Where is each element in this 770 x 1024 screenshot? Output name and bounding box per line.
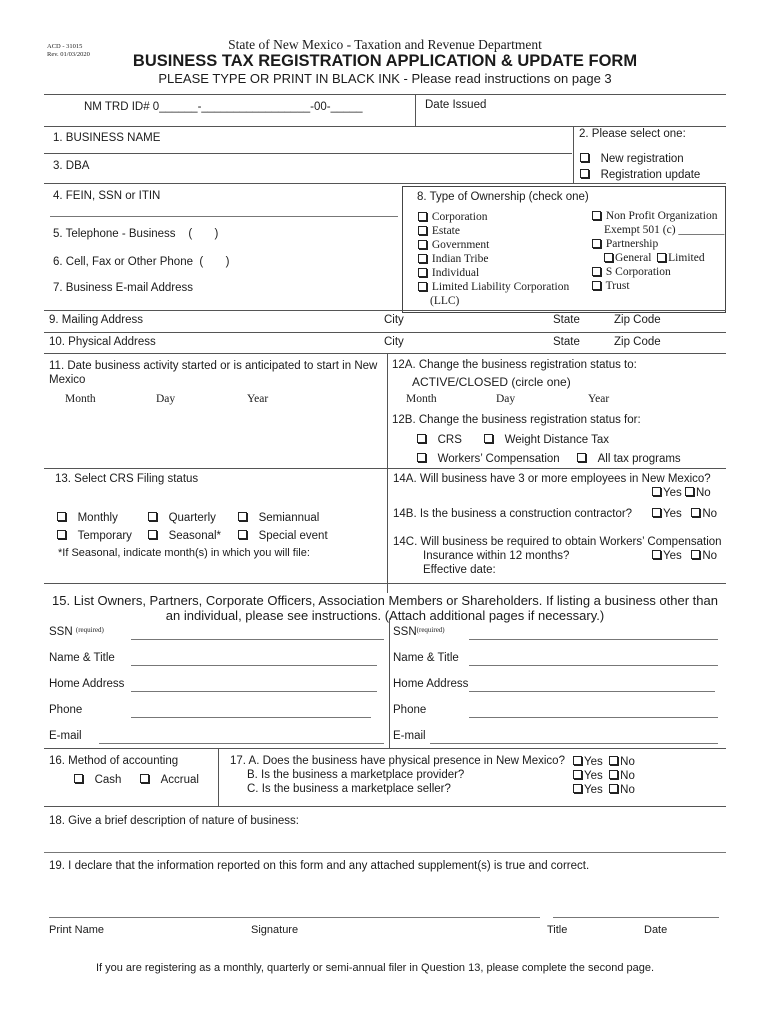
q14b-answers <box>652 508 717 520</box>
q18-label: 18. Give a brief description of nature of business: <box>49 815 299 827</box>
physical-address-field[interactable]: 10. Physical Address <box>49 336 156 348</box>
q16-label: 16. Method of accounting <box>49 755 179 767</box>
filing-seasonal[interactable] <box>148 530 221 542</box>
q17a-yes-label: Yes <box>584 756 603 768</box>
q12a-month[interactable]: Month <box>406 393 437 405</box>
ownership-s-corp[interactable] <box>592 265 724 279</box>
owner1-phone-line[interactable] <box>131 717 371 718</box>
owner2-email-line[interactable] <box>430 743 718 744</box>
q17c-label: C. Is the business a marketplace seller? <box>247 783 451 795</box>
q17c-yes-label: Yes <box>584 784 603 796</box>
owner1-ssn-required: (required) <box>75 626 104 634</box>
telephone-field[interactable]: 5. Telephone - Business ( ) <box>53 228 219 240</box>
mailing-address-field[interactable]: 9. Mailing Address <box>49 314 143 326</box>
mailing-zip-field[interactable]: Zip Code <box>614 314 661 326</box>
new-registration-label: New registration <box>600 153 684 165</box>
q14a-label: 14A. Will business have 3 or more employees in New Mexico? <box>393 473 711 485</box>
special-event-label: Special event <box>258 530 328 542</box>
government-checkbox[interactable] <box>418 240 427 249</box>
owner1-name-label: Name & Title <box>49 652 115 664</box>
q12b-crs-label: CRS <box>437 434 462 446</box>
q12b-workers-checkbox[interactable] <box>417 453 426 462</box>
registration-update-option[interactable] <box>580 169 700 181</box>
q17a-yes[interactable] <box>573 756 603 768</box>
ownership-trust[interactable] <box>592 279 724 293</box>
trust-checkbox[interactable] <box>592 281 601 290</box>
owner2-phone-line[interactable] <box>469 717 718 718</box>
business-name-field[interactable]: 1. BUSINESS NAME <box>53 132 161 144</box>
corporation-label: Corporation <box>431 211 488 223</box>
ownership-corporation[interactable] <box>418 210 569 224</box>
q14a-no-label: No <box>695 487 711 499</box>
q14c-yes-label: Yes <box>663 550 682 562</box>
q17a-no[interactable] <box>609 756 635 768</box>
date-label: Date <box>644 924 668 936</box>
q12b-weight-checkbox[interactable] <box>484 434 493 443</box>
monthly-label: Monthly <box>77 512 118 524</box>
business-email-field[interactable]: 7. Business E-mail Address <box>53 282 193 294</box>
seasonal-note: *If Seasonal, indicate month(s) in which you will file: <box>58 547 310 559</box>
q12b-crs-checkbox[interactable] <box>417 434 426 443</box>
temporary-label: Temporary <box>77 530 132 542</box>
q14b-yes-label: Yes <box>663 508 682 520</box>
ownership-llc[interactable] <box>418 280 569 294</box>
q14b-yes-checkbox[interactable] <box>652 508 661 517</box>
signature-label: Signature <box>251 924 299 936</box>
estate-label: Estate <box>431 225 460 237</box>
owner2-ssn-line[interactable] <box>469 639 718 640</box>
accounting-accrual[interactable] <box>140 774 199 786</box>
mailing-city-field[interactable]: City <box>384 314 404 326</box>
q14a-no[interactable] <box>685 487 711 499</box>
q14c-no[interactable] <box>691 550 717 562</box>
new-registration-option[interactable] <box>580 153 684 165</box>
q17c-no[interactable] <box>609 784 635 796</box>
page-title: BUSINESS TAX REGISTRATION APPLICATION & UPDATE FORM <box>132 52 638 70</box>
cell-fax-field[interactable]: 6. Cell, Fax or Other Phone ( ) <box>53 256 230 268</box>
owner1-address-line[interactable] <box>131 691 377 692</box>
q17b-yes-checkbox[interactable] <box>573 770 582 779</box>
ownership-government[interactable] <box>418 238 569 252</box>
owner1-email-line[interactable] <box>99 743 384 744</box>
dba-field[interactable]: 3. DBA <box>53 160 90 172</box>
fein-field[interactable]: 4. FEIN, SSN or ITIN <box>53 190 161 202</box>
partnership-limited[interactable] <box>657 252 704 264</box>
limited-checkbox[interactable] <box>657 253 666 262</box>
registration-update-label: Registration update <box>600 169 701 181</box>
indian-tribe-checkbox[interactable] <box>418 254 427 263</box>
owner2-ssn-label <box>393 626 445 638</box>
q14c-answers <box>652 550 717 562</box>
q14c-no-label: No <box>702 550 718 562</box>
owner1-address-label: Home Address <box>49 678 125 690</box>
q12b-weight[interactable] <box>484 434 609 446</box>
q17c-yes-checkbox[interactable] <box>573 784 582 793</box>
trd-id-field[interactable]: NM TRD ID# 0______-_________________-00-_____ <box>84 101 363 113</box>
s-corp-label: S Corporation <box>605 266 671 278</box>
llc-label: Limited Liability Corporation <box>431 281 570 293</box>
limited-label: Limited <box>668 252 705 264</box>
ownership-right-options <box>592 209 724 293</box>
q17a-label: 17. A. Does the business have physical presence in New Mexico? <box>230 755 565 767</box>
ownership-nonprofit[interactable] <box>592 209 724 223</box>
agency-name: State of New Mexico - Taxation and Revenue Department <box>228 37 542 52</box>
semiannual-checkbox[interactable] <box>238 512 247 521</box>
q14b-label: 14B. Is the business a construction contractor? <box>393 508 633 520</box>
q14a-yes[interactable] <box>652 487 682 499</box>
q17a-no-label: No <box>620 756 635 768</box>
q19-declaration: 19. I declare that the information reported on this form and any attached supplement(s) is true and correct. <box>49 860 590 872</box>
owner2-name-label: Name & Title <box>393 652 459 664</box>
q11-year[interactable]: Year <box>247 393 269 405</box>
q11-day[interactable]: Day <box>156 393 176 405</box>
owner1-ssn-line[interactable] <box>131 639 384 640</box>
trust-label: Trust <box>605 280 630 292</box>
q12b-workers-label: Workers’ Compensation <box>437 453 560 465</box>
q12b-weight-label: Weight Distance Tax <box>504 434 609 446</box>
registration-update-checkbox[interactable] <box>580 169 589 178</box>
seasonal-checkbox[interactable] <box>148 530 157 539</box>
partnership-label: Partnership <box>605 238 659 250</box>
q12b-workers[interactable] <box>417 453 560 465</box>
title-date-line[interactable] <box>553 917 719 918</box>
q14a-yes-label: Yes <box>663 487 682 499</box>
ownership-partnership[interactable] <box>592 237 724 251</box>
government-label: Government <box>431 239 490 251</box>
s-corp-checkbox[interactable] <box>592 267 601 276</box>
owner2-ssn-required: (required) <box>416 626 445 634</box>
date-issued-label: Date Issued <box>425 99 487 111</box>
form-code-number: ACD - 31015 <box>47 43 83 50</box>
footer-note: If you are registering as a monthly, quarterly or semi-annual filer in Question 13, please complete the second page. <box>95 962 655 974</box>
filing-temporary[interactable] <box>57 530 132 542</box>
ownership-indian-tribe[interactable] <box>418 252 569 266</box>
q14c-yes[interactable] <box>652 550 682 562</box>
exempt-501c-field[interactable]: Exempt 501 (c) ________ <box>604 224 725 236</box>
q17b-label: B. Is the business a marketplace provider? <box>247 769 465 781</box>
owner2-name-line[interactable] <box>469 665 718 666</box>
individual-checkbox[interactable] <box>418 268 427 277</box>
q12b-all[interactable] <box>577 453 681 465</box>
q14a-answers <box>652 487 711 499</box>
q14b-no-label: No <box>702 508 718 520</box>
general-label: General <box>615 252 652 264</box>
filing-semiannual[interactable] <box>238 512 319 524</box>
general-checkbox[interactable] <box>604 253 613 262</box>
semiannual-label: Semiannual <box>258 512 320 524</box>
temporary-checkbox[interactable] <box>57 530 66 539</box>
new-registration-checkbox[interactable] <box>580 153 589 162</box>
quarterly-label: Quarterly <box>168 512 216 524</box>
owner2-email-label: E-mail <box>393 730 426 742</box>
q17b-no-checkbox[interactable] <box>609 770 618 779</box>
cash-label: Cash <box>94 774 122 786</box>
q17c-no-checkbox[interactable] <box>609 784 618 793</box>
q12b-all-checkbox[interactable] <box>577 453 586 462</box>
q11-month[interactable]: Month <box>65 393 96 405</box>
individual-label: Individual <box>431 267 480 279</box>
q18-line[interactable] <box>44 852 726 853</box>
physical-city-field[interactable]: City <box>384 336 404 348</box>
quarterly-checkbox[interactable] <box>148 512 157 521</box>
owner1-email-label: E-mail <box>49 730 82 742</box>
q2-label: 2. Please select one: <box>579 128 686 140</box>
q17b-yes-label: Yes <box>584 770 603 782</box>
llc-checkbox[interactable] <box>418 282 427 291</box>
owner1-ssn-label <box>49 626 104 638</box>
ownership-estate[interactable] <box>418 224 569 238</box>
owner2-ssn-text: SSN <box>393 626 417 638</box>
q12a-day[interactable]: Day <box>496 393 516 405</box>
q14c-effective-date[interactable]: Effective date: <box>423 564 496 576</box>
seasonal-label: Seasonal* <box>168 530 222 542</box>
estate-checkbox[interactable] <box>418 226 427 235</box>
q12a-status-field[interactable]: ACTIVE/CLOSED (circle one) <box>412 375 571 389</box>
q17a-no-checkbox[interactable] <box>609 756 618 765</box>
indian-tribe-label: Indian Tribe <box>431 253 489 265</box>
q17b-yes[interactable] <box>573 770 603 782</box>
name-signature-line[interactable] <box>49 917 540 918</box>
partnership-checkbox[interactable] <box>592 239 601 248</box>
q13-label: 13. Select CRS Filing status <box>55 473 199 485</box>
owner2-address-label: Home Address <box>393 678 469 690</box>
filing-quarterly[interactable] <box>148 512 216 524</box>
q17c-no-label: No <box>620 784 635 796</box>
form-revision: Rev. 01/03/2020 <box>47 51 90 58</box>
title-label: Title <box>547 924 568 936</box>
physical-zip-field[interactable]: Zip Code <box>614 336 661 348</box>
q14a-no-checkbox[interactable] <box>685 487 694 496</box>
owner1-ssn-text: SSN <box>49 626 73 638</box>
form-instructions: PLEASE TYPE OR PRINT IN BLACK INK - Please read instructions on page 3 <box>158 71 612 86</box>
q14b-no-checkbox[interactable] <box>691 508 700 517</box>
q15-line1: 15. List Owners, Partners, Corporate Officers, Association Members or Shareholders. If listing a business other than <box>52 593 718 608</box>
nonprofit-checkbox[interactable] <box>592 211 601 220</box>
ownership-left-options <box>418 210 569 308</box>
q12b-crs[interactable] <box>417 434 462 446</box>
nonprofit-label: Non Profit Organization <box>605 210 718 222</box>
q14c-no-checkbox[interactable] <box>691 550 700 559</box>
ownership-individual[interactable] <box>418 266 569 280</box>
q14c-yes-checkbox[interactable] <box>652 550 661 559</box>
q12a-year[interactable]: Year <box>588 393 610 405</box>
llc-abbrev: (LLC) <box>430 295 460 307</box>
q17c-yes[interactable] <box>573 784 603 796</box>
accrual-label: Accrual <box>160 774 199 786</box>
q12a-label: 12A. Change the business registration status to: <box>392 359 637 371</box>
filing-special[interactable] <box>238 530 328 542</box>
q14c-line2: Insurance within 12 months? <box>423 550 570 562</box>
cash-checkbox[interactable] <box>74 774 83 783</box>
physical-state-field[interactable]: State <box>553 336 580 348</box>
owner2-address-line[interactable] <box>469 691 715 692</box>
mailing-state-field[interactable]: State <box>553 314 580 326</box>
print-name-label: Print Name <box>49 924 105 936</box>
q12b-label: 12B. Change the business registration status for: <box>392 414 641 426</box>
owner2-phone-label: Phone <box>393 704 427 716</box>
q14c-label: 14C. Will business be required to obtain Workers’ Compensation <box>393 536 722 548</box>
q17b-no[interactable] <box>609 770 635 782</box>
q11-label: 11. Date business activity started or is anticipated to start in New Mexico <box>49 360 378 386</box>
q12b-all-label: All tax programs <box>597 453 681 465</box>
q14b-no[interactable] <box>691 508 717 520</box>
owner1-name-line[interactable] <box>131 665 377 666</box>
owner1-phone-label: Phone <box>49 704 83 716</box>
q17b-no-label: No <box>620 770 635 782</box>
q15-line2: an individual, please see instructions. (Attach additional pages if necessary.) <box>165 608 605 623</box>
partnership-general[interactable] <box>604 252 651 264</box>
monthly-checkbox[interactable] <box>57 512 66 521</box>
accrual-checkbox[interactable] <box>140 774 149 783</box>
accounting-cash[interactable] <box>74 774 121 786</box>
q17-answers <box>573 755 635 797</box>
filing-monthly[interactable] <box>57 512 118 524</box>
q14b-yes[interactable] <box>652 508 682 520</box>
q14a-yes-checkbox[interactable] <box>652 487 661 496</box>
q17a-yes-checkbox[interactable] <box>573 756 582 765</box>
corporation-checkbox[interactable] <box>418 212 427 221</box>
q8-label: 8. Type of Ownership (check one) <box>417 191 589 203</box>
special-event-checkbox[interactable] <box>238 530 247 539</box>
